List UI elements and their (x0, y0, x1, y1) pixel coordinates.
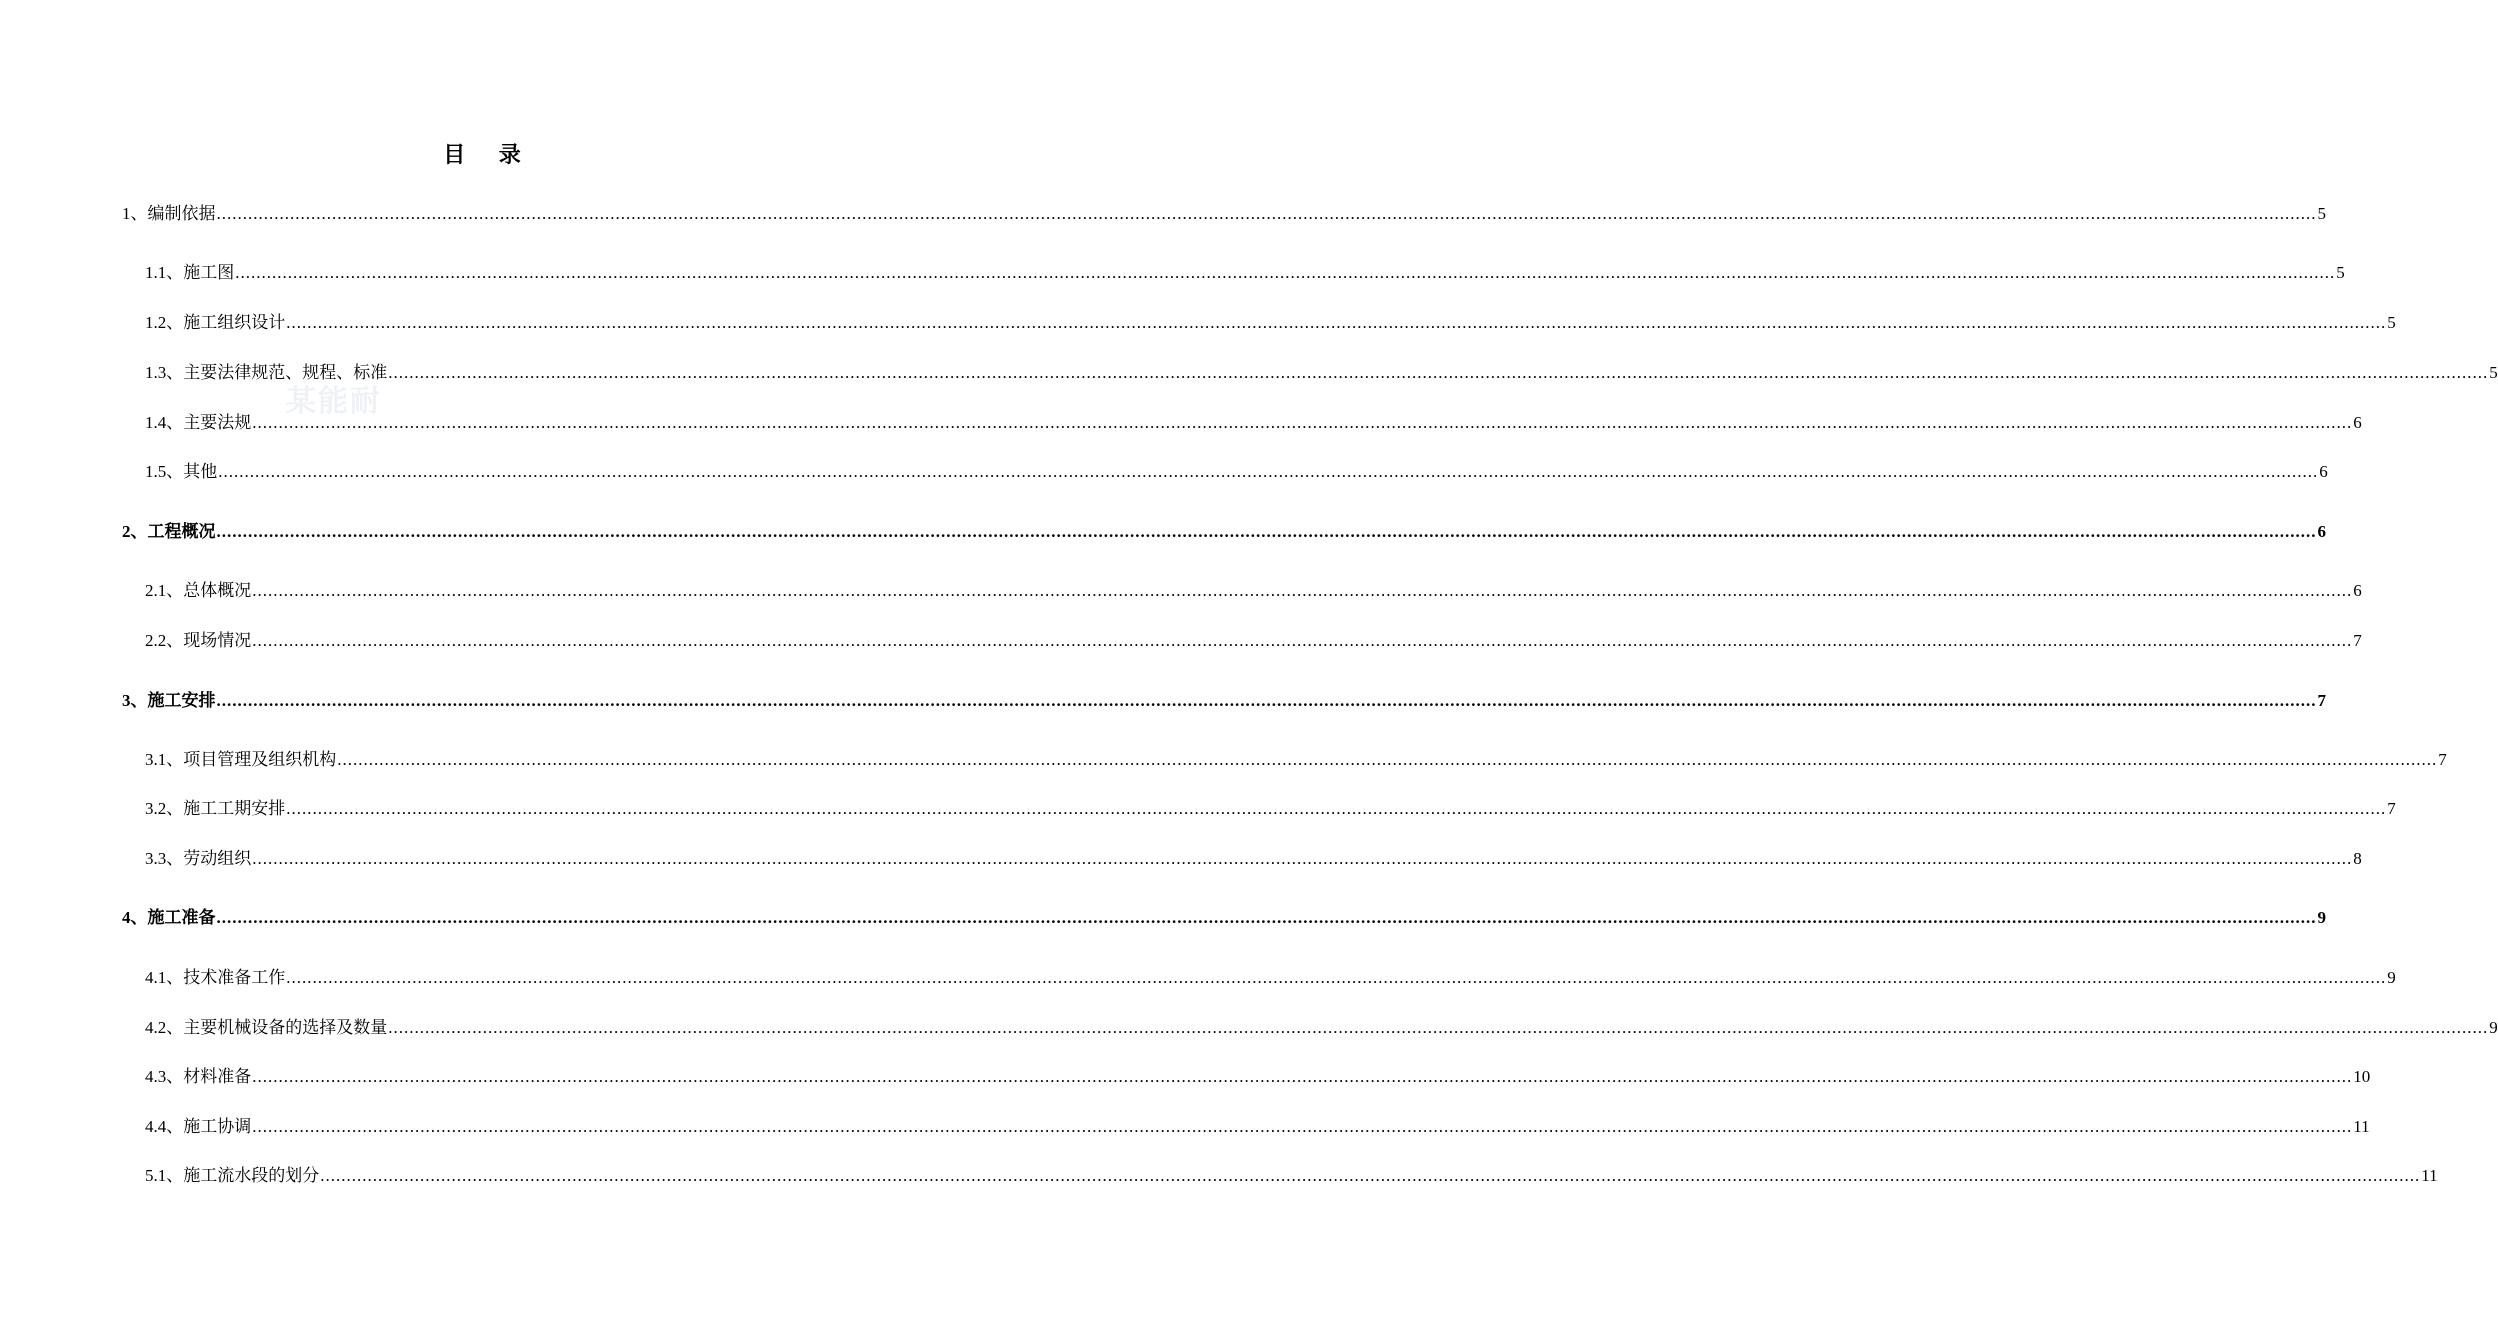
toc-dot-leader: ................................................................................................................................................................................................................................................................................................................................................................................................................ (388, 1018, 2489, 1037)
toc-entry-label: 1.3、主要法律规范、规程、标准 (145, 363, 388, 382)
toc-dot-leader: ................................................................................................................................................................................................................................................................................................................................................................................................................ (216, 204, 2317, 223)
toc-dot-leader: ................................................................................................................................................................................................................................................................................................................................................................................................................ (337, 750, 2438, 769)
toc-dot-leader: ................................................................................................................................................................................................................................................................................................................................................................................................................ (218, 462, 2319, 481)
toc-dot-leader: ................................................................................................................................................................................................................................................................................................................................................................................................................ (286, 313, 2387, 332)
page-title: 目 录 (443, 142, 535, 167)
toc-entry-page-number: 8 (2353, 849, 2362, 868)
toc-entry-label: 3.3、劳动组织 (145, 849, 252, 868)
toc-dot-leader: ................................................................................................................................................................................................................................................................................................................................................................................................................ (388, 363, 2489, 382)
toc-entry-page-number: 6 (2353, 413, 2362, 432)
toc-entry-page-number: 5 (2387, 313, 2396, 332)
toc-entry-page-number: 6 (2317, 522, 2326, 541)
toc-entry[interactable] (122, 203, 2326, 225)
toc-entry-page-number: 11 (2353, 1117, 2370, 1136)
toc-entry[interactable] (145, 262, 2345, 284)
toc-entry-label: 4.3、材料准备 (145, 1067, 252, 1086)
toc-dot-leader: ................................................................................................................................................................................................................................................................................................................................................................................................................ (252, 631, 2353, 650)
toc-entry-page-number: 7 (2438, 750, 2447, 769)
toc-dot-leader: ................................................................................................................................................................................................................................................................................................................................................................................................................ (286, 799, 2387, 818)
toc-entry-label: 2、工程概况 (122, 522, 216, 541)
toc-entry-label: 4.4、施工协调 (145, 1117, 252, 1136)
toc-entry-page-number: 9 (2387, 968, 2396, 987)
toc-dot-leader: ................................................................................................................................................................................................................................................................................................................................................................................................................ (320, 1166, 2421, 1185)
toc-entry-label: 1.4、主要法规 (145, 413, 252, 432)
toc-entry[interactable] (145, 630, 2362, 652)
toc-entry-page-number: 9 (2489, 1018, 2498, 1037)
toc-dot-leader: ................................................................................................................................................................................................................................................................................................................................................................................................................ (252, 849, 2353, 868)
toc-entry-page-number: 7 (2353, 631, 2362, 650)
toc-entry-label: 1.5、其他 (145, 462, 218, 481)
toc-dot-leader: ................................................................................................................................................................................................................................................................................................................................................................................................................ (216, 522, 2317, 541)
toc-dot-leader: ................................................................................................................................................................................................................................................................................................................................................................................................................ (252, 1067, 2353, 1086)
toc-dot-leader: ................................................................................................................................................................................................................................................................................................................................................................................................................ (216, 908, 2317, 927)
toc-entry[interactable] (145, 1116, 2370, 1138)
toc-entry-page-number: 5 (2489, 363, 2498, 382)
toc-entry[interactable] (145, 312, 2396, 334)
toc-entry-page-number: 5 (2336, 263, 2345, 282)
toc-entry[interactable] (145, 580, 2362, 602)
toc-dot-leader: ................................................................................................................................................................................................................................................................................................................................................................................................................ (286, 968, 2387, 987)
toc-entry[interactable] (122, 521, 2326, 543)
toc-entry-page-number: 7 (2387, 799, 2396, 818)
toc-entry[interactable] (145, 1017, 2498, 1039)
toc-entry-label: 1、编制依据 (122, 204, 216, 223)
toc-entry-label: 2.2、现场情况 (145, 631, 252, 650)
toc-entry[interactable] (145, 412, 2362, 434)
toc-entry[interactable] (145, 798, 2396, 820)
toc-dot-leader: ................................................................................................................................................................................................................................................................................................................................................................................................................ (235, 263, 2336, 282)
toc-entry[interactable] (122, 907, 2326, 929)
toc-entry-page-number: 6 (2353, 581, 2362, 600)
toc-entry-label: 3.1、项目管理及组织机构 (145, 750, 337, 769)
toc-entry-page-number: 10 (2353, 1067, 2371, 1086)
toc-entry-label: 3、施工安排 (122, 691, 216, 710)
toc-entry[interactable] (145, 461, 2328, 483)
toc-entry-label: 5.1、施工流水段的划分 (145, 1166, 320, 1185)
toc-entry[interactable] (145, 967, 2396, 989)
toc-entry-label: 4.2、主要机械设备的选择及数量 (145, 1018, 388, 1037)
toc-entry-label: 1.2、施工组织设计 (145, 313, 286, 332)
toc-entry[interactable] (145, 749, 2447, 771)
toc-entry-label: 4、施工准备 (122, 908, 216, 927)
toc-entry-page-number: 9 (2317, 908, 2326, 927)
toc-entry-label: 3.2、施工工期安排 (145, 799, 286, 818)
toc-entry-page-number: 6 (2319, 462, 2328, 481)
toc-entry-label: 2.1、总体概况 (145, 581, 252, 600)
toc-dot-leader: ................................................................................................................................................................................................................................................................................................................................................................................................................ (252, 413, 2353, 432)
toc-entry[interactable] (145, 362, 2498, 384)
toc-dot-leader: ................................................................................................................................................................................................................................................................................................................................................................................................................ (252, 581, 2353, 600)
toc-entry[interactable] (122, 690, 2326, 712)
toc-entry[interactable] (145, 1066, 2371, 1088)
watermark: 某能耐 (286, 384, 382, 419)
toc-entry-label: 4.1、技术准备工作 (145, 968, 286, 987)
toc-dot-leader: ................................................................................................................................................................................................................................................................................................................................................................................................................ (216, 691, 2317, 710)
toc-entry[interactable] (145, 848, 2362, 870)
toc-dot-leader: ................................................................................................................................................................................................................................................................................................................................................................................................................ (252, 1117, 2353, 1136)
toc-entry[interactable] (145, 1165, 2438, 1187)
toc-entry-label: 1.1、施工图 (145, 263, 235, 282)
toc-entry-page-number: 5 (2317, 204, 2326, 223)
toc-entry-page-number: 7 (2317, 691, 2326, 710)
toc-entry-page-number: 11 (2421, 1166, 2438, 1185)
